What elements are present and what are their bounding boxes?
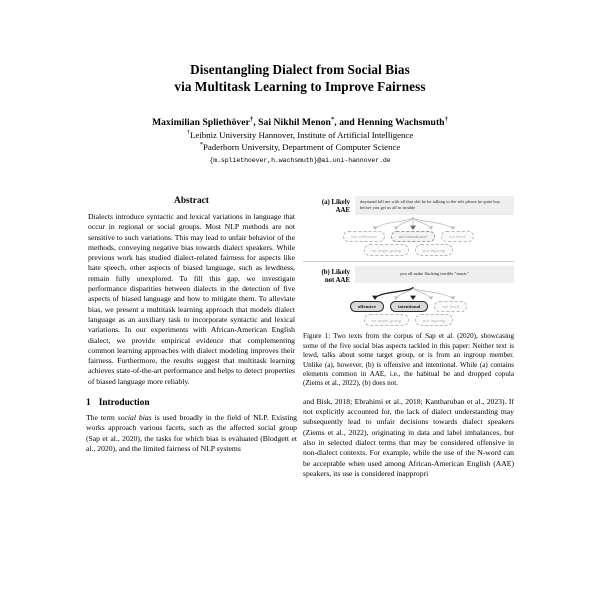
panel-b-label-line1: (b) Likely xyxy=(321,269,350,277)
author-2: , Sai Nikhil Menon xyxy=(253,116,331,128)
page-title xyxy=(0,62,600,96)
panel-b-node-not-ingroup[interactable]: not ingroup xyxy=(415,314,453,326)
panel-b-label xyxy=(303,266,355,286)
panel-a-label xyxy=(303,196,355,216)
panel-b-arrows xyxy=(303,286,514,301)
panel-a-example-text: daymond kill me with all that shit he be talking to the refs please be quiet boy before you get us all in trouble xyxy=(355,196,514,215)
figure-1 xyxy=(303,196,514,389)
footnote-dagger-icon-2: † xyxy=(444,115,448,123)
panel-b-node-offensive[interactable]: offensive xyxy=(350,301,384,313)
panel-b-nodes-row-2 xyxy=(303,314,514,326)
figure-panel-a xyxy=(303,196,514,256)
contact-email[interactable]: {m.spliethoever,h.wachsmuth}@ai.uni-hannover.de xyxy=(209,157,391,165)
panel-b-node-not-lewd[interactable]: not lewd xyxy=(434,301,467,313)
affiliation-dagger-icon: † xyxy=(186,128,191,136)
footnote-star-icon: * xyxy=(330,115,335,123)
figure-caption-prefix: Figure 1: xyxy=(303,332,331,341)
figure-caption xyxy=(303,332,514,389)
panel-a-nodes-row-2 xyxy=(303,244,514,256)
title-line-2: via Multitask Learning to Improve Fairness xyxy=(174,78,426,94)
two-column-body xyxy=(0,196,600,600)
section-heading-introduction xyxy=(86,398,297,408)
intro-italic-term: social bias xyxy=(117,413,152,423)
intro-text-part-2: is used broadly in the field of NLP. Existing works approach various facets, such as the affected social group (Sap et al., 2020), the tasks for which bias is evaluated (Blodgett et al., 2020), and the limited fairness of NLP systems xyxy=(86,413,297,453)
abstract-heading: Abstract xyxy=(174,196,209,206)
panel-b-node-no-target-group[interactable]: no target group xyxy=(364,314,409,326)
panel-a-nodes-row-1 xyxy=(303,231,514,243)
introduction-paragraph xyxy=(86,413,297,454)
panel-a-arrow-graphic xyxy=(303,216,514,231)
section-number: 1 xyxy=(86,398,91,409)
panel-a-label-line1: (a) Likely xyxy=(321,199,350,206)
author-list xyxy=(0,117,600,128)
affiliation-2-label: Paderborn University, Department of Computer Science xyxy=(202,141,401,152)
title-block xyxy=(0,0,600,164)
panel-a-row xyxy=(303,196,514,216)
right-column-paragraph: and Bisk, 2018; Ebrahimi et al., 2018; Kantharuban et al., 2023). If not explicitly accounted for, the lack of dialect understanding may subsequently lead to unfair decisions towards dialect speakers (Ziems et al., 2022), originating in data and label imbalances, but also in selected dialect terms that may be considered offensive in non-dialect contexts. For example, while the use of the N-word can be acceptable when used among African-American English (AAE) speakers, its use is considered inappropri xyxy=(303,396,514,478)
panel-b-nodes-row-1 xyxy=(303,301,514,313)
left-column xyxy=(86,196,297,600)
section-title: Introduction xyxy=(98,398,150,409)
panel-a-node-no-target-group[interactable]: no target group xyxy=(364,244,409,256)
abstract-body xyxy=(86,212,297,387)
panel-b-row xyxy=(303,266,514,286)
footnote-dagger-icon: † xyxy=(249,115,254,123)
affiliation-star-icon: * xyxy=(199,140,203,148)
panel-a-node-not-offensive[interactable]: not offensive xyxy=(343,231,384,243)
figure-panel-b xyxy=(303,266,514,326)
author-3: , and Henning Wachsmuth xyxy=(334,116,445,128)
right-column xyxy=(303,196,514,600)
abstract-text: Dialects introduce syntactic and lexical variations in language that occur in regional or social groups. Most NLP methods are not sensitive to such variations. This may lead to unfair behavior of the methods, conveying negative bias towards dialect speakers. While previous work has studied dialect-related fairness for aspects like hate speech, other aspects of biased language, such as lewdness, remain fully unexplored. To fill this gap, we investigate performance disparities between dialects in the detection of five aspects of biased language and how to mitigate them. To alleviate bias, we present a multitask learning approach that models dialect language as an auxiliary task to incorporate syntactic and lexical variations. In our experiments with African-American English dialect, we provide empirical evidence that complementing common learning approaches with dialect modeling improves their fairness. Furthermore, the results suggest that multitask learning achieves state-of-the-art performance and helps to detect properties of biased language more reliably. xyxy=(88,212,295,386)
panel-a-node-not-intentional[interactable]: not intentional xyxy=(391,231,435,243)
panel-a-label-line2: AAE xyxy=(335,207,350,215)
panel-b-arrow-graphic xyxy=(303,286,514,301)
panel-b-label-line2: not AAE xyxy=(324,277,350,285)
panel-a-arrows xyxy=(303,216,514,231)
figure-divider xyxy=(303,261,514,262)
panel-b-example-text: you all make flucking terrible "music" xyxy=(355,266,514,282)
title-line-1: Disentangling Dialect from Social Bias xyxy=(190,62,410,77)
affiliation-1-label: Leibniz University Hannover, Institute of Artificial Intelligence xyxy=(190,129,414,140)
panel-a-node-not-lewd[interactable]: not lewd xyxy=(441,231,474,243)
author-1: Maximilian Spliethöver xyxy=(152,116,250,128)
affiliation-1 xyxy=(0,130,600,142)
panel-a-node-not-ingroup[interactable]: not ingroup xyxy=(415,244,453,256)
intro-text-part-1: The term xyxy=(86,413,118,423)
affiliation-2 xyxy=(0,142,600,154)
figure-caption-text: Two texts from the corpus of Sap et al. (2020), showcasing some of the five social bias aspects tackled in this paper: Neither text is lewd, talks about some target group, or is from an ingroup member. Unlike (a), however, (b) is offensive and intentional. While (a) contains elements common in AAE, i.e., the habitual be and dropped copula (Ziems et al., 2022), (b) does not. xyxy=(303,332,514,388)
panel-b-node-intentional[interactable]: intentional xyxy=(390,301,428,313)
